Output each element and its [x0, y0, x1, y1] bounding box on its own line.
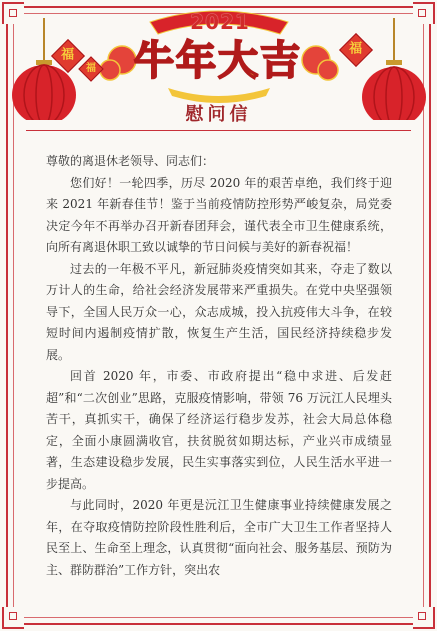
- fu-tag-right-text: 福: [349, 41, 363, 57]
- corner-ornament-bottom-left: [2, 607, 24, 629]
- paragraph-1: 您们好！一轮四季，历尽 2020 年的艰苦卓绝，我们终于迎来 2021 年新春佳节！鉴于当前疫情防控形势严峻复杂，局党委决定今年不再举办召开新春团拜会，谨代表全市卫生健康系统，向所有离退休职工致以诚挚的节日问候与美好的新春祝福！: [46, 175, 392, 254]
- fu-tag-left-small-text: 福: [86, 63, 96, 74]
- letter-title: 慰问信: [185, 104, 252, 125]
- corner-ornament-bottom-right: [413, 607, 435, 629]
- paragraph-4: 与此同时，2020 年更是沅江卫生健康事业持续健康发展之年，在夺取疫情防控阶段性胜利后，全市广大卫生工作者坚持人民至上、生命至上理念，认真贯彻“面向社会、服务基层、预防为主、群防群治”工作方针，突出农: [46, 498, 392, 577]
- salutation: 尊敬的离退休老领导、同志们：: [46, 154, 215, 168]
- title-divider: [26, 130, 411, 131]
- banner-year: 2021: [190, 10, 250, 34]
- banner-title: 牛年大吉: [134, 38, 302, 84]
- letter-body: [46, 151, 392, 581]
- paragraph-2: 过去的一年极不平凡，新冠肺炎疫情突如其来，夺走了数以万计人的生命，给社会经济发展带来严重损失。在党中央坚强领导下，全国人民万众一心，众志成城，投入抗疫伟大斗争，在较短时间内遏制疫情扩散，恢复生产生活，国民经济持续稳步发展。: [46, 261, 392, 362]
- paragraph-3: 回首 2020 年，市委、市政府提出“稳中求进、后发赶超”和“二次创业”思路，克服疫情影响，带领 76 万沅江人民埋头苦干，真抓实干，确保了经济运行稳步发苏，社会大局总体稳定，全面小康圆满收官，扶贫脱贫如期达标，产业兴市成绩显著，生态建设稳步发展，民生实事落实到位，人民生活水平进一步提高。: [46, 369, 392, 491]
- fu-tag-left-text: 福: [61, 47, 75, 63]
